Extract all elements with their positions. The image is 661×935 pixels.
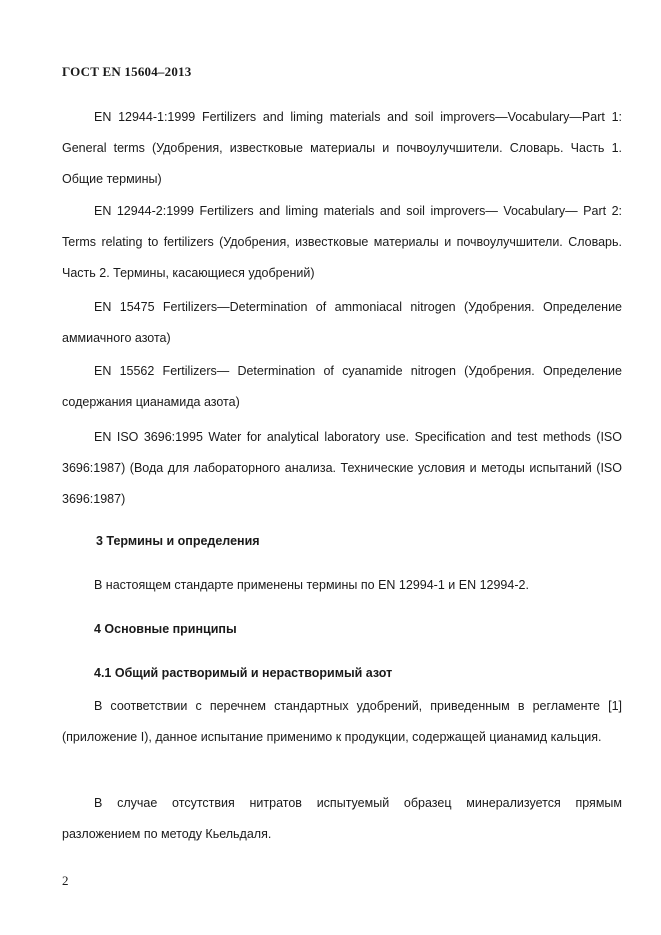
reference-list xyxy=(62,102,622,195)
reference-item: EN 12944-2:1999 Fertilizers and liming materials and soil improvers— Vocabulary— Part 2: Terms relating to fertilizers (Удобрения, известковые материалы и почвоулучшители. Словарь. Часть 2. Термины, касающиеся удобрений) xyxy=(62,204,622,280)
section-4-1-body xyxy=(62,691,622,753)
reference-item: EN 15475 Fertilizers—Determination of ammoniacal nitrogen (Удобрения. Определение аммиачного азота) xyxy=(62,300,622,345)
reference-list xyxy=(62,196,622,289)
section-3-body xyxy=(62,570,622,601)
reference-item: EN 12944-1:1999 Fertilizers and liming materials and soil improvers—Vocabulary—Part 1: General terms (Удобрения, известковые материалы и почвоулучшители. Словарь. Часть 1. Общие термины) xyxy=(62,110,622,186)
document-header: ГОСТ EN 15604–2013 xyxy=(62,64,192,79)
section-4-heading: 4 Основные принципы xyxy=(94,622,237,636)
reference-list xyxy=(62,356,622,418)
section-4-1-paragraph: В соответствии с перечнем стандартных удобрений, приведенным в регламенте [1] (приложение I), данное испытание применимо к продукции, содержащей цианамид кальция. xyxy=(62,699,622,744)
section-3-heading: 3 Термины и определения xyxy=(96,534,260,548)
page-number: 2 xyxy=(62,873,69,888)
reference-list xyxy=(62,292,622,354)
section-4-1-heading: 4.1 Общий растворимый и нерастворимый азот xyxy=(94,666,393,680)
section-3-text: В настоящем стандарте применены термины по EN 12994-1 и EN 12994-2. xyxy=(94,578,529,592)
reference-list xyxy=(62,422,622,515)
reference-item: EN ISO 3696:1995 Water for analytical laboratory use. Specification and test methods (ISO 3696:1987) (Вода для лабораторного анализа. Технические условия и методы испытаний (ISO 3696:1987) xyxy=(62,430,622,506)
reference-item: EN 15562 Fertilizers— Determination of cyanamide nitrogen (Удобрения. Определение содержания цианамида азота) xyxy=(62,364,622,409)
section-4-1-body xyxy=(62,788,622,850)
section-4-1-paragraph: В случае отсутствия нитратов испытуемый образец минерализуется прямым разложением по методу Кьельдаля. xyxy=(62,796,622,841)
